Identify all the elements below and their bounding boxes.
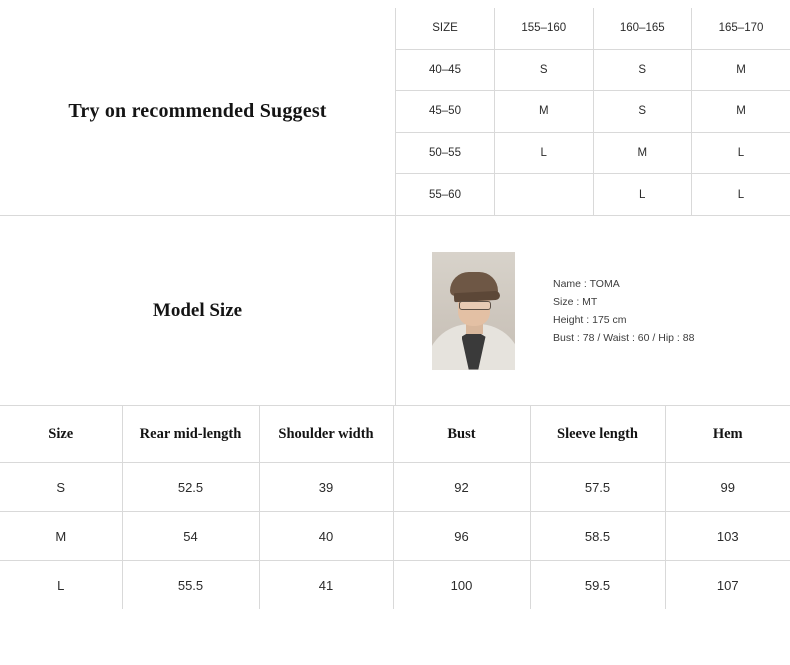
measurement-table — [0, 406, 790, 609]
table-cell: L — [692, 174, 790, 216]
table-cell: 41 — [259, 561, 393, 610]
table-cell: M — [0, 512, 122, 561]
table-header-cell: 155–160 — [495, 8, 594, 49]
photo-hat-brim — [453, 290, 499, 301]
suggest-table-wrap — [396, 8, 790, 216]
suggest-title: Try on recommended Suggest — [68, 100, 327, 122]
table-cell: 59.5 — [530, 561, 665, 610]
measure-header-bust: Bust — [393, 406, 530, 463]
table-row — [0, 512, 790, 561]
table-cell — [495, 174, 594, 216]
table-cell: 40–45 — [396, 49, 495, 91]
measurement-section — [0, 406, 790, 609]
table-row — [396, 8, 790, 49]
photo-glasses — [459, 301, 491, 310]
table-cell: 103 — [665, 512, 790, 561]
table-cell: S — [0, 463, 122, 512]
table-cell: M — [495, 91, 594, 133]
table-cell: S — [593, 91, 692, 133]
measure-header-sleeve-length: Sleeve length — [530, 406, 665, 463]
model-info-size: Size : MT — [553, 295, 598, 308]
table-cell: 96 — [393, 512, 530, 561]
table-cell: M — [692, 49, 790, 91]
table-header-cell: SIZE — [396, 8, 495, 49]
table-cell: 54 — [122, 512, 259, 561]
table-row — [0, 561, 790, 610]
model-info-measurements: Bust : 78 / Waist : 60 / Hip : 88 — [553, 331, 695, 344]
table-header-cell: 160–165 — [593, 8, 692, 49]
table-cell: 92 — [393, 463, 530, 512]
table-row — [396, 91, 790, 133]
measure-header-size: Size — [0, 406, 122, 463]
table-cell: S — [593, 49, 692, 91]
table-cell: 55.5 — [122, 561, 259, 610]
table-row — [0, 463, 790, 512]
model-photo — [432, 252, 515, 370]
size-recommendation-table — [396, 8, 790, 216]
table-cell: L — [0, 561, 122, 610]
model-title-cell — [0, 216, 396, 405]
model-info-list — [553, 275, 694, 347]
table-cell: M — [593, 132, 692, 174]
table-row — [396, 174, 790, 216]
table-header-row — [0, 406, 790, 463]
table-cell: 45–50 — [396, 91, 495, 133]
table-cell: 57.5 — [530, 463, 665, 512]
table-cell: 99 — [665, 463, 790, 512]
table-row — [396, 132, 790, 174]
model-info-height: Height : 175 cm — [553, 313, 627, 326]
table-cell: 58.5 — [530, 512, 665, 561]
table-header-cell: 165–170 — [692, 8, 790, 49]
suggest-title-cell — [0, 8, 396, 216]
table-cell: 40 — [259, 512, 393, 561]
model-info-name: Name : TOMA — [553, 277, 620, 290]
table-cell: 52.5 — [122, 463, 259, 512]
measure-header-shoulder-width: Shoulder width — [259, 406, 393, 463]
table-cell: 100 — [393, 561, 530, 610]
table-cell: S — [495, 49, 594, 91]
measure-header-rear-mid-length: Rear mid-length — [122, 406, 259, 463]
model-size-title: Model Size — [152, 299, 243, 321]
measure-header-hem: Hem — [665, 406, 790, 463]
table-cell: M — [692, 91, 790, 133]
table-cell: L — [593, 174, 692, 216]
table-cell: 107 — [665, 561, 790, 610]
table-cell: 39 — [259, 463, 393, 512]
model-section — [0, 216, 790, 406]
model-details — [396, 216, 790, 405]
table-row — [396, 49, 790, 91]
suggest-section — [0, 8, 790, 216]
table-cell: 55–60 — [396, 174, 495, 216]
table-cell: 50–55 — [396, 132, 495, 174]
table-cell: L — [692, 132, 790, 174]
table-cell: L — [495, 132, 594, 174]
